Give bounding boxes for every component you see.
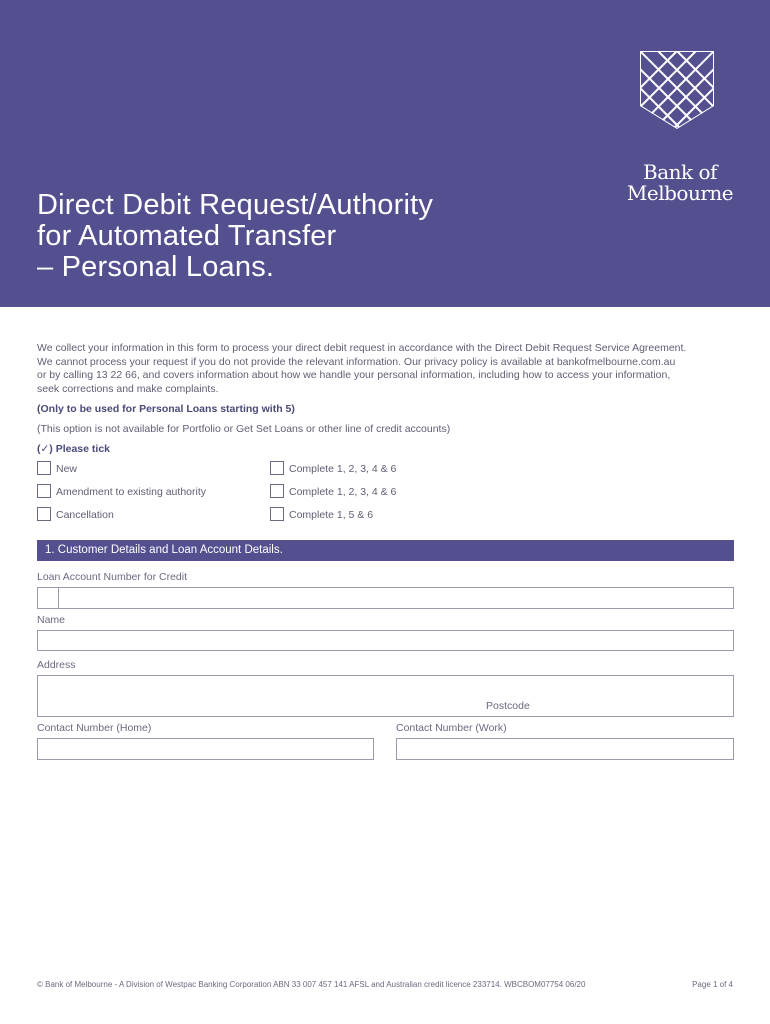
address-field[interactable] — [37, 675, 734, 717]
page-title — [37, 190, 433, 283]
loan-account-divider — [58, 588, 59, 608]
address-label: Address — [37, 659, 76, 671]
page-number: Page 1 of 4 — [692, 980, 733, 989]
diamond-lattice-shield-icon — [639, 50, 715, 130]
please-tick-label: (✓) Please tick — [37, 443, 110, 455]
loan-account-field[interactable] — [37, 587, 734, 609]
loan-account-label: Loan Account Number for Credit — [37, 571, 187, 583]
bank-logo — [614, 50, 738, 210]
footer-legal: © Bank of Melbourne - A Division of Westpac Banking Corporation ABN 33 007 457 141 AFSL and Australian credit licence 233714. WBCBOM07754 06/20 — [37, 980, 586, 989]
option-new-instruction-label: Complete 1, 2, 3, 4 & 6 — [289, 463, 397, 475]
checkbox-cancellation[interactable] — [37, 507, 51, 521]
option-cancellation-instruction-label: Complete 1, 5 & 6 — [289, 509, 374, 521]
header-banner — [0, 0, 770, 307]
contact-home-label: Contact Number (Home) — [37, 722, 152, 734]
contact-work-field[interactable] — [396, 738, 734, 760]
logo-wordmark — [618, 162, 742, 204]
checkbox-amendment[interactable] — [37, 484, 51, 498]
availability-note: (This option is not available for Portfolio or Get Set Loans or other line of credit accounts) — [37, 423, 451, 435]
option-amendment[interactable] — [37, 484, 206, 498]
option-new-instruction — [270, 461, 396, 475]
option-new-label: New — [56, 463, 78, 475]
privacy-intro: We collect your information in this form to process your direct debit request in accordance with the Direct Debit Request Service Agreement. We cannot process your request if you do not provide the relevant information. Our privacy policy is available at bankofmelbourne.com.au or by calling 13 22 66, and covers information about how we handle your personal information, including how to access your information, seek corrections and make complaints. — [37, 342, 687, 395]
option-cancellation-instruction — [270, 507, 373, 521]
name-field[interactable] — [37, 630, 734, 651]
contact-work-label: Contact Number (Work) — [396, 722, 507, 734]
logo-line-2: Melbourne — [626, 181, 734, 205]
usage-note: (Only to be used for Personal Loans starting with 5) — [37, 403, 295, 415]
checkbox-new-instruction[interactable] — [270, 461, 284, 475]
option-new[interactable] — [37, 461, 77, 475]
title-line-1: Direct Debit Request/Authority — [37, 189, 434, 221]
section-1-heading: 1. Customer Details and Loan Account Details. — [37, 540, 734, 561]
option-cancellation-label: Cancellation — [56, 509, 114, 521]
title-line-3: – Personal Loans. — [37, 251, 275, 283]
checkbox-cancellation-instruction[interactable] — [270, 507, 284, 521]
option-amendment-instruction-label: Complete 1, 2, 3, 4 & 6 — [289, 486, 397, 498]
contact-home-field[interactable] — [37, 738, 374, 760]
checkbox-new[interactable] — [37, 461, 51, 475]
postcode-label: Postcode — [486, 700, 530, 712]
option-amendment-instruction — [270, 484, 396, 498]
name-label: Name — [37, 614, 66, 626]
checkbox-amendment-instruction[interactable] — [270, 484, 284, 498]
option-cancellation[interactable] — [37, 507, 114, 521]
logo-line-1: Bank of — [643, 160, 717, 184]
option-amendment-label: Amendment to existing authority — [56, 486, 206, 498]
title-line-2: for Automated Transfer — [37, 220, 337, 252]
